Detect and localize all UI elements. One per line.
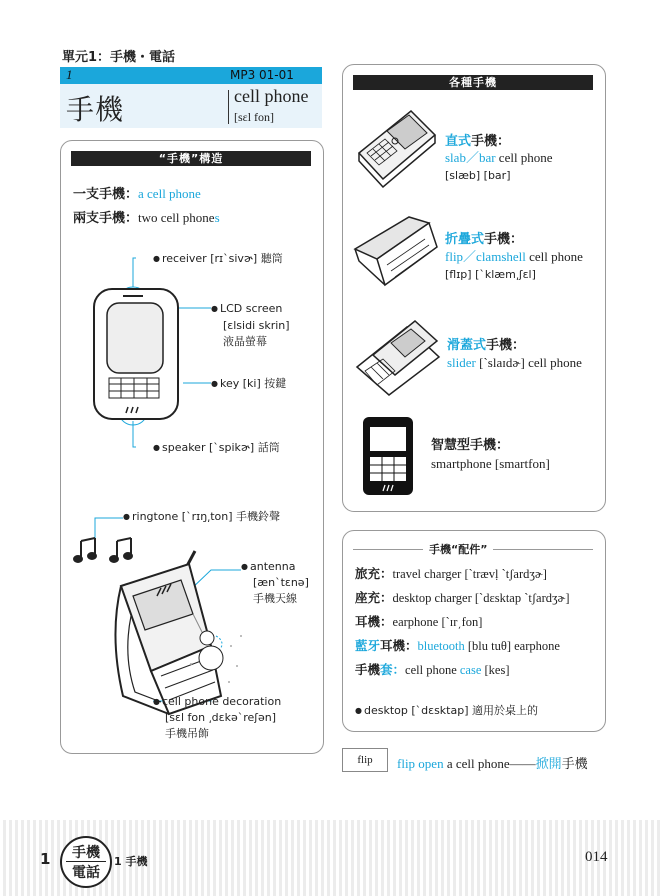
type-smart-zh: 智慧型手機：	[431, 438, 510, 453]
acc-bluetooth: 藍牙耳機：bluetooth [blu tuθ] earphone	[355, 638, 560, 653]
two-phone-line	[73, 209, 220, 228]
accessories-panel	[342, 530, 606, 732]
structure-title: “手機”構造	[71, 151, 311, 166]
flip-phone-icon	[351, 213, 443, 293]
acc-case: 手機套：cell phone case [kes]	[355, 662, 510, 677]
one-phone-line	[73, 185, 201, 204]
type-flip-ph: [flɪp] [ˋklæm͵ʃɛl]	[445, 268, 536, 281]
badge-bottom: 電話	[72, 865, 100, 881]
label-lcd: ● LCD screen	[211, 301, 282, 316]
headword-en: cell phone	[234, 86, 309, 106]
acc-desktop: 座充：desktop charger [ˋdɛsktap ˋtʃardʒɚ]	[355, 590, 570, 605]
headword-phonetic: [sɛl fon]	[234, 110, 275, 124]
headword-box	[60, 84, 322, 128]
acc-note: ● desktop [ˋdɛsktap] 適用於桌上的	[355, 703, 538, 718]
types-panel	[342, 64, 606, 512]
label-decoration-zh: 手機吊飾	[165, 727, 209, 740]
two-zh: 兩支手機：	[73, 211, 139, 226]
chapter-name: 1 手機	[114, 855, 148, 868]
headword-zh: 手機	[66, 93, 125, 126]
lesson-number: 1	[66, 67, 73, 82]
bar-phone-diagram	[61, 241, 323, 471]
label-antenna-ph: [ænˋtɛnə]	[253, 576, 309, 589]
smartphone-icon	[361, 415, 417, 497]
label-antenna: ● antenna	[241, 559, 295, 574]
type-flip-zh: 折疊式手機：	[445, 232, 524, 247]
label-lcd-ph: [ɛlsidi skrin]	[223, 319, 290, 332]
two-en: two cell phone	[138, 210, 215, 225]
label-antenna-zh: 手機天線	[253, 592, 297, 605]
flip-sentence: flip open a cell phone——掀開手機	[397, 756, 588, 772]
chapter-number: 1	[40, 850, 51, 868]
type-slab-ph: [slæb] [bar]	[445, 169, 511, 182]
flip-keyword-box: flip	[342, 748, 388, 772]
label-lcd-zh: 液晶螢幕	[223, 335, 267, 348]
type-smart-en: smartphone [smartfon]	[431, 456, 550, 471]
slider-phone-icon	[353, 317, 443, 397]
badge-top: 手機	[72, 845, 100, 861]
accessories-title: 手機“配件”	[423, 541, 493, 557]
slab-phone-icon	[351, 105, 443, 195]
label-decoration: ● cell phone decoration	[153, 694, 281, 709]
type-flip-en: flip／clamshell cell phone	[445, 249, 583, 264]
divider	[228, 90, 229, 124]
one-zh: 一支手機：	[73, 187, 139, 202]
label-ringtone: ● ringtone [ˋrɪŋ͵ton] 手機鈴聲	[123, 509, 280, 524]
type-slider-zh: 滑蓋式手機：	[447, 338, 526, 353]
page-number: 014	[585, 849, 608, 865]
type-slab-en: slab／bar cell phone	[445, 150, 553, 165]
acc-travel: 旅充：travel charger [ˋtrævḷ ˋtʃardʒɚ]	[355, 566, 547, 581]
label-key: ● key [ki] 按鍵	[211, 376, 286, 391]
acc-earphone: 耳機：earphone [ˋɪr͵fon]	[355, 614, 483, 629]
chapter-badge	[60, 836, 112, 888]
label-speaker: ● speaker [ˋspikɚ] 話筒	[153, 440, 280, 455]
types-title: 各種手機	[353, 75, 593, 90]
lesson-bar	[60, 67, 322, 84]
type-slab-zh: 直式手機：	[445, 134, 511, 149]
label-decoration-ph: [sɛl fon ͵dɛkəˋreʃən]	[165, 711, 276, 724]
label-receiver: ● receiver [rɪˋsivɚ] 聽筒	[153, 251, 283, 266]
one-en: a cell phone	[138, 186, 201, 201]
unit-title: 單元1：手機・電話	[62, 50, 176, 65]
mp3-track: MP3 01-01	[230, 68, 294, 82]
structure-panel	[60, 140, 324, 754]
two-s: s	[214, 210, 220, 225]
type-slider-en: slider [ˋslaɪdɚ] cell phone	[447, 355, 582, 370]
